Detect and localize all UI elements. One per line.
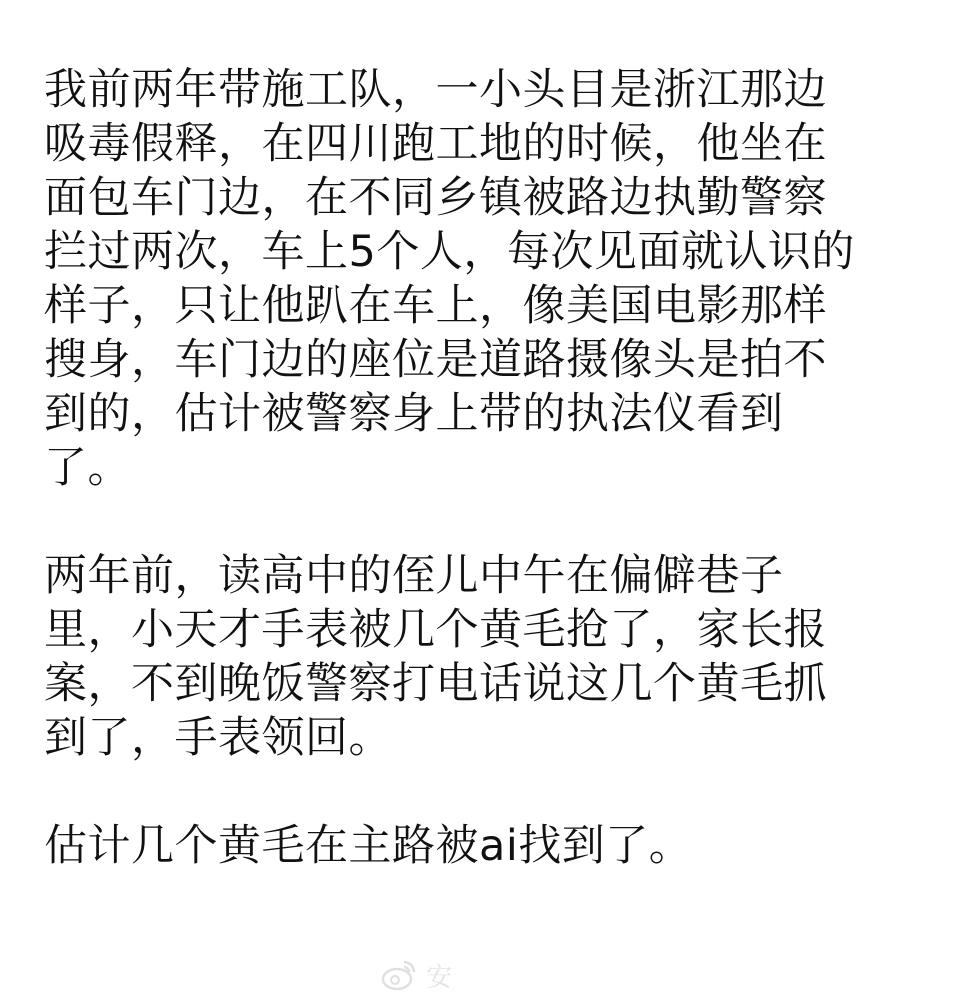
watermark xyxy=(380,956,452,994)
text-line: 到的，估计被警察身上带的执法仪看到 xyxy=(44,389,784,439)
text-line: 案，不到晚饭警察打电话说这几个黄毛抓 xyxy=(44,659,827,709)
text-line: 了。 xyxy=(44,443,131,493)
text-line: 吸毒假释，在四川跑工地的时候，他坐在 xyxy=(44,119,827,169)
weibo-logo-icon xyxy=(380,956,418,994)
text-line: 搜身，车门边的座位是道路摄像头是拍不 xyxy=(44,335,827,385)
paragraph-gap xyxy=(44,765,924,819)
text-line: 估计几个黄毛在主路被ai找到了。 xyxy=(44,821,693,871)
paragraph-3 xyxy=(44,819,924,873)
post-body xyxy=(44,63,924,873)
text-line: 两年前，读高中的侄儿中午在偏僻巷子 xyxy=(44,551,784,601)
text-line: 里，小天才手表被几个黄毛抢了，家长报 xyxy=(44,605,827,655)
text-line: 到了，手表领回。 xyxy=(44,713,392,763)
text-line: 我前两年带施工队，一小头目是浙江那边 xyxy=(44,65,827,115)
paragraph-2 xyxy=(44,549,924,765)
paragraph-1 xyxy=(44,63,924,495)
text-line: 拦过两次，车上5个人，每次见面就认识的 xyxy=(44,227,855,277)
paragraph-gap xyxy=(44,495,924,549)
text-line: 面包车门边，在不同乡镇被路边执勤警察 xyxy=(44,173,827,223)
watermark-text: 安 xyxy=(426,962,453,993)
text-line: 样子，只让他趴在车上，像美国电影那样 xyxy=(44,281,827,331)
